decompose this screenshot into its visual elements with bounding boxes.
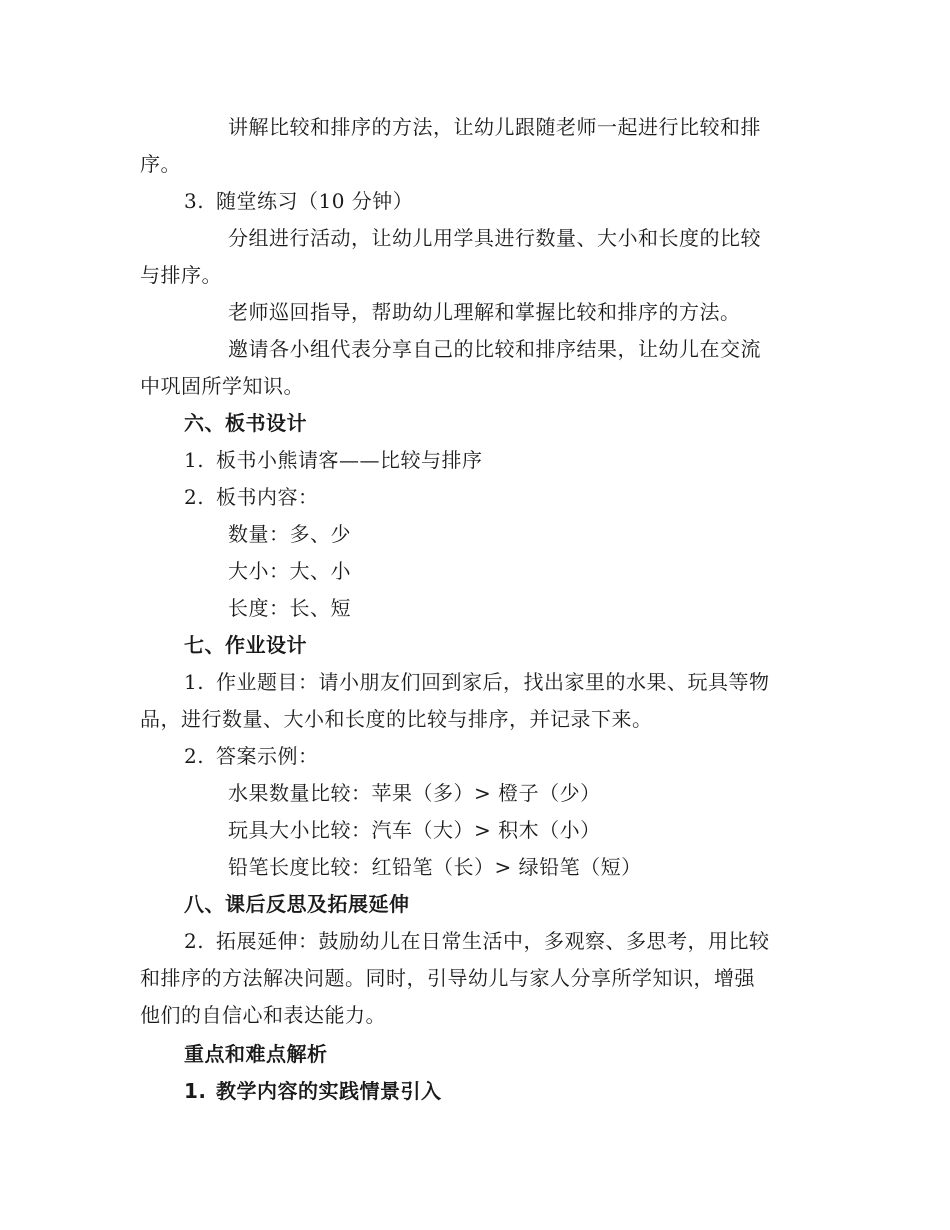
list-number: 3. bbox=[184, 189, 205, 213]
list-item bbox=[184, 483, 319, 511]
list-text: 随堂练习（10 分钟） bbox=[216, 189, 414, 213]
list-item bbox=[184, 927, 770, 955]
list-number: 1. bbox=[184, 1079, 207, 1103]
list-item bbox=[184, 668, 770, 696]
section-heading: 七、作业设计 bbox=[184, 633, 307, 657]
subsection-heading bbox=[184, 1077, 442, 1105]
list-item bbox=[184, 446, 483, 474]
paragraph-line: 邀请各小组代表分享自己的比较和排序结果，让幼儿在交流 bbox=[228, 337, 761, 361]
list-text: 作业题目：请小朋友们回到家后，找出家里的水果、玩具等物 bbox=[216, 670, 770, 694]
paragraph-line: 讲解比较和排序的方法，让幼儿跟随老师一起进行比较和排 bbox=[228, 115, 761, 139]
list-number: 2. bbox=[184, 744, 205, 768]
list-number: 2. bbox=[184, 485, 205, 509]
list-number: 2. bbox=[184, 929, 205, 953]
list-text: 答案示例： bbox=[216, 744, 319, 768]
paragraph-line: 和排序的方法解决问题。同时，引导幼儿与家人分享所学知识，增强 bbox=[140, 966, 755, 990]
paragraph-line: 序。 bbox=[140, 152, 181, 176]
paragraph-line: 与排序。 bbox=[140, 263, 222, 287]
list-item bbox=[184, 742, 319, 770]
list-text: 板书内容： bbox=[216, 485, 319, 509]
list-text: 教学内容的实践情景引入 bbox=[216, 1079, 442, 1103]
example-line: 铅笔长度比较：红铅笔（长）> 绿铅笔（短） bbox=[228, 855, 642, 879]
section-heading: 八、课后反思及拓展延伸 bbox=[184, 892, 410, 916]
section-heading: 重点和难点解析 bbox=[184, 1042, 328, 1066]
paragraph-line: 分组进行活动，让幼儿用学具进行数量、大小和长度的比较 bbox=[228, 226, 761, 250]
list-item bbox=[184, 187, 413, 215]
paragraph-line: 品，进行数量、大小和长度的比较与排序，并记录下来。 bbox=[140, 707, 653, 731]
example-line: 玩具大小比较：汽车（大）> 积木（小） bbox=[228, 818, 601, 842]
list-number: 1. bbox=[184, 670, 205, 694]
paragraph-line: 中巩固所学知识。 bbox=[140, 374, 304, 398]
example-line: 水果数量比较：苹果（多）> 橙子（少） bbox=[228, 781, 601, 805]
list-text: 板书小熊请客——比较与排序 bbox=[216, 448, 483, 472]
paragraph-line: 老师巡回指导，帮助幼儿理解和掌握比较和排序的方法。 bbox=[228, 300, 741, 324]
list-number: 1. bbox=[184, 448, 205, 472]
board-content-line: 数量：多、少 bbox=[228, 522, 351, 546]
section-heading: 六、板书设计 bbox=[184, 411, 307, 435]
board-content-line: 大小：大、小 bbox=[228, 559, 351, 583]
board-content-line: 长度：长、短 bbox=[228, 596, 351, 620]
list-text: 拓展延伸：鼓励幼儿在日常生活中，多观察、多思考，用比较 bbox=[216, 929, 770, 953]
paragraph-line: 他们的自信心和表达能力。 bbox=[140, 1003, 386, 1027]
